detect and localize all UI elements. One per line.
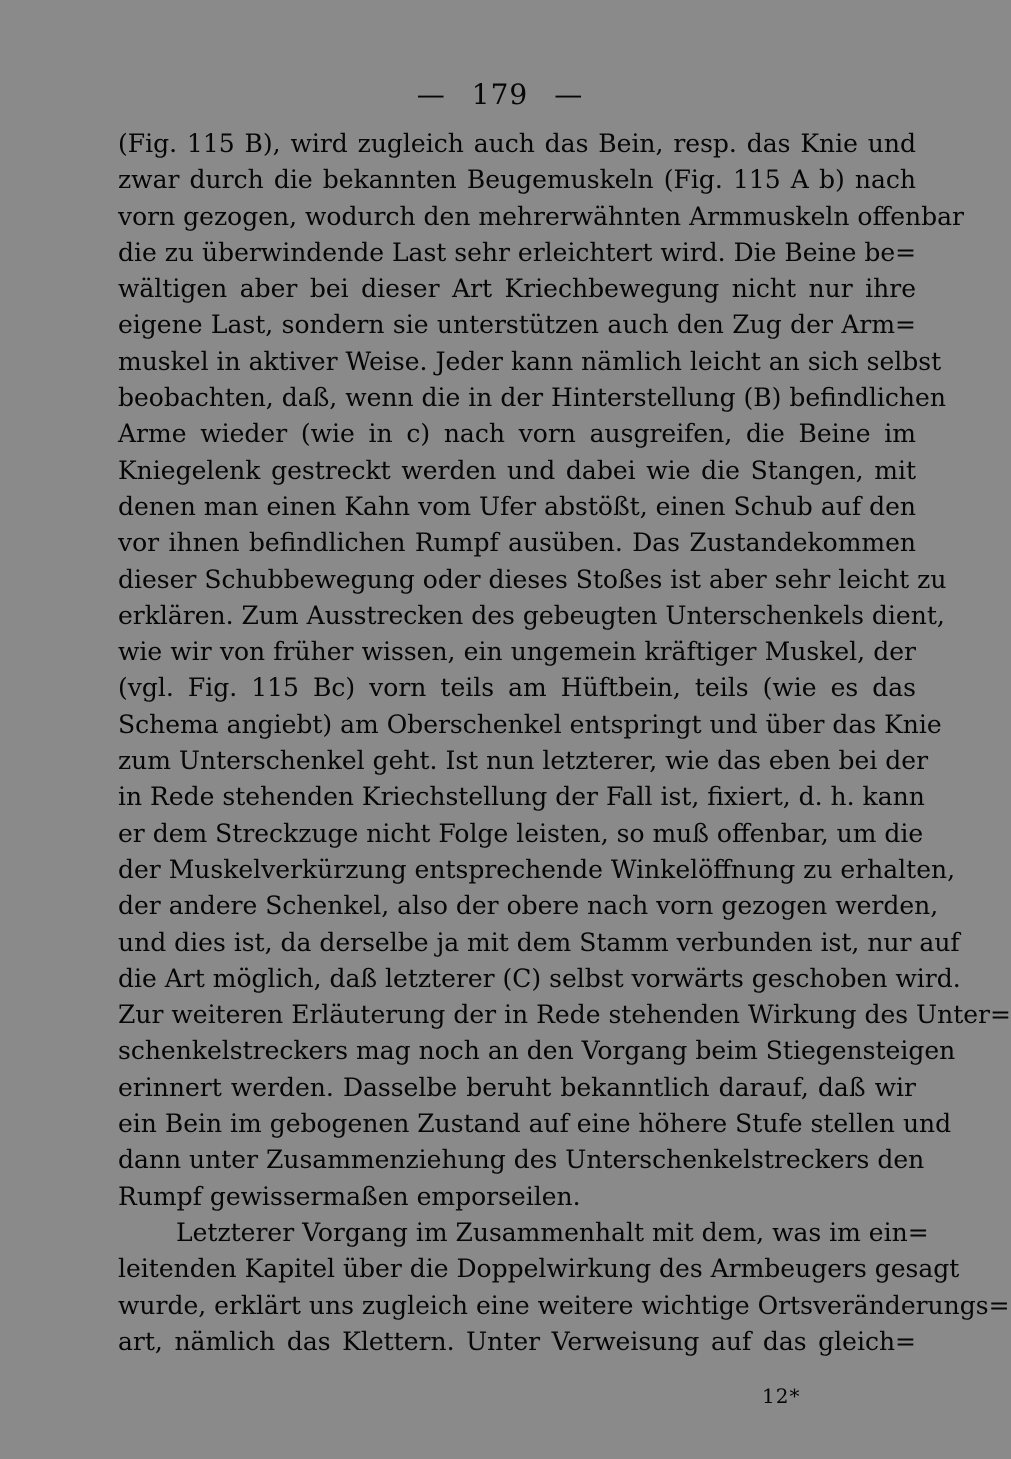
- text-line: muskel in aktiver Weise. Jeder kann nämlich leicht an sich selbst: [118, 346, 942, 376]
- text-line: (Fig. 115 B), wird zugleich auch das Bein, resp. das Knie und: [118, 129, 916, 158]
- text-line: zum Unterschenkel geht. Ist nun letzterer, wie das eben bei der: [118, 746, 929, 776]
- text-line: Zur weiteren Erläuterung der in Rede stehenden Wirkung des Unter=: [118, 1000, 1011, 1030]
- text-line: Kniegelenk gestreckt werden und dabei wie die Stangen, mit: [118, 455, 916, 485]
- text-line: (vgl. Fig. 115 Bc) vorn teils am Hüftbein, teils (wie es das: [118, 673, 916, 703]
- text-line: die Art möglich, daß letzterer (C) selbst vorwärts geschoben wird.: [118, 963, 961, 993]
- text-line: vor ihnen befindlichen Rumpf ausüben. Das Zustandekommen: [118, 528, 916, 558]
- text-line: schenkelstreckers mag noch an den Vorgang beim Stiegensteigen: [118, 1036, 956, 1066]
- text-line: der Muskelverkürzung entsprechende Winkelöffnung zu erhalten,: [118, 854, 956, 884]
- text-line: wie wir von früher wissen, ein ungemein kräftiger Muskel, der: [118, 637, 916, 667]
- text-line: zwar durch die bekannten Beugemuskeln (Fig. 115 A b) nach: [118, 165, 916, 195]
- text-line: Letzterer Vorgang im Zusammenhalt mit dem, was im ein=: [176, 1217, 929, 1247]
- text-line: erinnert werden. Dasselbe beruht bekanntlich darauf, daß wir: [118, 1072, 916, 1102]
- page-header: [0, 78, 1000, 111]
- text-line: denen man einen Kahn vom Ufer abstößt, einen Schub auf den: [118, 491, 916, 521]
- text-line: eigene Last, sondern sie unterstützen auch den Zug der Arm=: [118, 310, 916, 340]
- page-number: 179: [471, 78, 529, 111]
- text-line: die zu überwindende Last sehr erleichtert wird. Die Beine be=: [118, 237, 917, 267]
- text-line: wältigen aber bei dieser Art Kriechbewegung nicht nur ihre: [118, 274, 916, 304]
- text-line: dann unter Zusammenziehung des Unterschenkelstreckers den: [118, 1145, 925, 1175]
- text-line: Arme wieder (wie in c) nach vorn ausgreifen, die Beine im: [118, 419, 916, 449]
- text-line: erklären. Zum Ausstrecken des gebeugten Unterschenkels dient,: [118, 600, 945, 630]
- text-line: art, nämlich das Klettern. Unter Verweisung auf das gleich=: [118, 1326, 916, 1356]
- signature-mark: 12*: [762, 1384, 801, 1408]
- text-line: in Rede stehenden Kriechstellung der Fall ist, fixiert, d. h. kann: [118, 782, 925, 812]
- text-line: wurde, erklärt uns zugleich eine weitere wichtige Ortsveränderungs=: [118, 1290, 1010, 1320]
- text-line: Rumpf gewissermaßen emporseilen.: [118, 1181, 581, 1211]
- text-line: vorn gezogen, wodurch den mehrerwähnten Armmuskeln offenbar: [118, 201, 964, 231]
- paragraph: [118, 126, 1011, 1215]
- text-line: und dies ist, da derselbe ja mit dem Stamm verbunden ist, nur auf: [118, 927, 960, 957]
- text-line: dieser Schubbewegung oder dieses Stoßes ist aber sehr leicht zu: [118, 564, 947, 594]
- text-line: ein Bein im gebogenen Zustand auf eine höhere Stufe stellen und: [118, 1109, 952, 1139]
- text-line: beobachten, daß, wenn die in der Hinterstellung (B) befindlichen: [118, 383, 946, 413]
- text-line: Schema angiebt) am Oberschenkel entspringt und über das Knie: [118, 709, 942, 739]
- text-line: er dem Streckzuge nicht Folge leisten, so muß offenbar, um die: [118, 818, 924, 848]
- header-dash-left: —: [416, 78, 446, 111]
- header-dash-right: —: [554, 78, 584, 111]
- text-line: der andere Schenkel, also der obere nach vorn gezogen werden,: [118, 891, 939, 921]
- body-text: [118, 126, 1011, 1360]
- paragraph: [118, 1215, 1010, 1360]
- text-line: leitenden Kapitel über die Doppelwirkung des Armbeugers gesagt: [118, 1254, 960, 1284]
